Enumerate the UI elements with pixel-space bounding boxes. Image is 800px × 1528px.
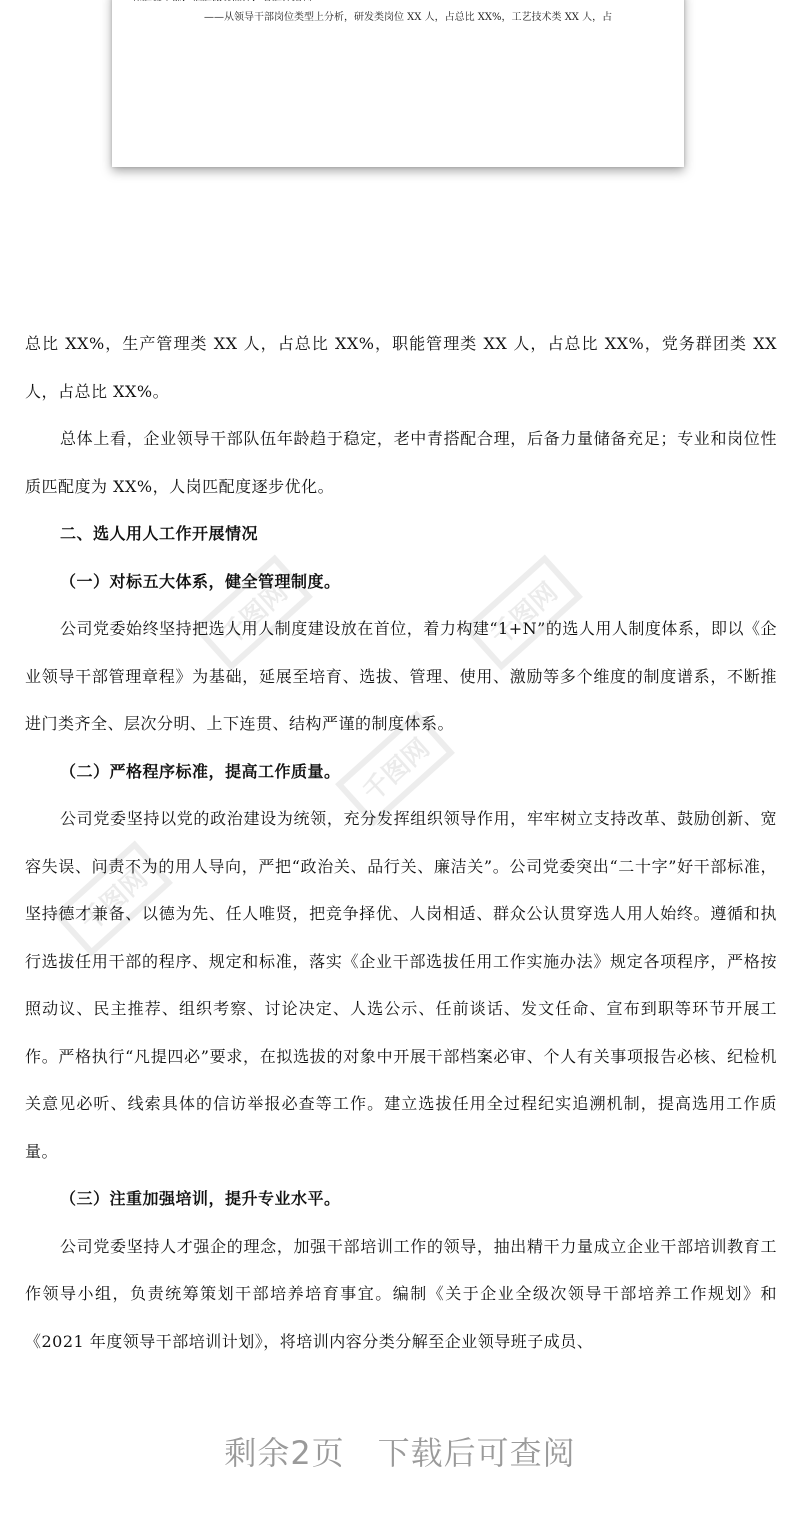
watermark-logo-4: 千图网: [335, 711, 455, 827]
preview-text-line: ——从领导干部岗位类型上分析，研发类岗位 XX 人，占总比 XX%，工艺技术类 XX 人，占: [204, 12, 613, 23]
paragraph-procedure: 公司党委坚持以党的政治建设为统领，充分发挥组织领导作用，牢牢树立支持改革、鼓励创新、宽容失误、问责不为的用人导向，严把“政治关、品行关、廉洁关”。公司党委突出“二十字”好干部标准，坚持德才兼备、以德为先、任人唯贤，把竞争择优、人岗相适、群众公认贯穿选人用人始终。遵循和执行选拔任用干部的程序、规定和标准，落实《企业干部选拔任用工作实施办法》规定各项程序，严格按照动议、民主推荐、组织考察、讨论决定、人选公示、任前谈话、发文任命、宣布到职等环节开展工作。严格执行“凡提四必”要求，在拟选拔的对象中开展干部档案必审、个人有关事项报告必核、纪检机关意见必听、线索具体的信访举报必查等工作。建立选拔任用全过程纪实追溯机制，提高选用工作质量。: [25, 809, 777, 1161]
previous-page-preview: [112, 0, 684, 167]
watermark-logo-3: 千图网: [53, 841, 173, 957]
paragraph-continued: 总比 XX%，生产管理类 XX 人，占总比 XX%，职能管理类 XX 人，占总比 XX%，党务群团类 XX 人，占总比 XX%。: [25, 334, 777, 401]
paragraph-system: 公司党委始终坚持把选人用人制度建设放在首位，着力构建“1+N”的选人用人制度体系，即以《企业领导干部管理章程》为基础，延展至培育、选拔、管理、使用、激励等多个维度的制度谱系，不断推进门类齐全、层次分明、上下连贯、结构严谨的制度体系。: [25, 619, 777, 733]
watermark-logo-2: 千图网: [463, 555, 583, 671]
subsection-heading-1: （一）对标五大体系，健全管理制度。: [60, 571, 341, 591]
section-heading-2: 二、选人用人工作开展情况: [60, 524, 259, 543]
download-prompt[interactable]: 剩余2页 下载后可查阅: [224, 1434, 576, 1472]
paragraph-training: 公司党委坚持人才强企的理念，加强干部培训工作的领导，抽出精干力量成立企业干部培训教育工作领导小组，负责统筹策划干部培养培育事宜。编制《关于企业全级次领导干部培养工作规划》和《2021 年度领导干部培训计划》，将培训内容分类分解至企业领导班子成员、: [25, 1236, 777, 1351]
paragraph-summary: 总体上看，企业领导干部队伍年龄趋于稳定，老中青搭配合理，后备力量储备充足；专业和岗位性质匹配度为 XX%，人岗匹配度逐步优化。: [25, 429, 777, 496]
watermark-logo-1: 千图网: [193, 555, 313, 671]
subsection-heading-2: （二）严格程序标准，提高工作质量。: [60, 761, 341, 781]
subsection-heading-3: （三）注重加强培训，提升专业水平。: [60, 1189, 341, 1208]
document-body: [25, 320, 777, 1365]
preview-cut-line: [132, 0, 382, 1]
